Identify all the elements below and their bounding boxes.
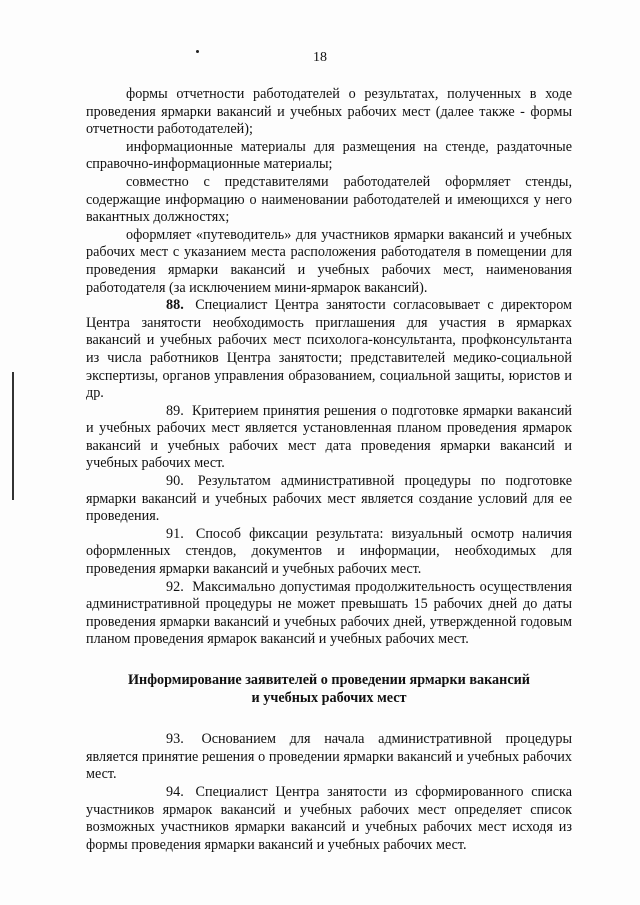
paragraph-text: Результатом административной процедуры по подготовке ярмарки вакансий и учебных рабочих мест является создание условий для ее проведения. [86, 473, 572, 525]
paragraph [86, 526, 572, 579]
paragraph-number: 90. [166, 473, 184, 490]
paragraph-text: информационные материалы для размещения на стенде, раздаточные справочно-информационные материалы; [86, 138, 572, 173]
paragraph [86, 473, 572, 526]
section-heading [86, 672, 572, 707]
paragraph [86, 731, 572, 784]
paragraph-text: формы отчетности работодателей о результатах, полученных в ходе проведения ярмарки вакансий и учебных рабочих мест (далее также - формы отчетности работодателей); [86, 86, 572, 138]
section-heading-line-2: и учебных рабочих мест [251, 689, 407, 706]
paragraphs-top [86, 86, 572, 649]
paragraph [86, 227, 572, 297]
paragraph-text: оформляет «путеводитель» для участников ярмарки вакансий и учебных рабочих мест с указанием места расположения работодателя в помещении для проведения ярмарки вакансий и учебных рабочих мест, наименования работодателя (за исключением мини-ярмарок вакансий). [86, 226, 572, 296]
paragraph-text: Специалист Центра занятости из сформированного списка участников ярмарок вакансий и учебных рабочих мест определяет список возможных участников ярмарки вакансий и учебных рабочих мест исходя из формы проведения ярмарки вакансий и учебных рабочих мест. [86, 783, 572, 853]
paragraph [86, 297, 572, 403]
section-heading-line-1: Информирование заявителей о проведении ярмарки вакансий [128, 672, 530, 688]
paragraph [86, 174, 572, 227]
page-number: 18 [313, 50, 327, 65]
paragraph [86, 403, 572, 473]
paragraph-number: 89. [166, 402, 184, 419]
paragraph-number: 92. [166, 578, 184, 595]
paragraph-number: 91. [166, 525, 184, 542]
paragraph-text: совместно с представителями работодателей оформляет стенды, содержащие информацию о наименовании работодателей и имеющихся у него вакантных должностях; [86, 173, 572, 226]
paragraph-number: 93. [166, 731, 184, 748]
paragraph-number: 88. [166, 297, 184, 314]
paragraph [86, 784, 572, 854]
paragraph-text: Основанием для начала административной процедуры является принятие решения о проведении ярмарки вакансий и учебных рабочих мест. [86, 731, 573, 783]
paragraph [86, 139, 572, 174]
paragraph [86, 86, 572, 139]
paragraph-text: Максимально допустимая продолжительность осуществления административной процедуры не может превышать 15 рабочих дней до даты проведения ярмарки вакансий и учебных рабочих дней, утвержденной годовым планом проведения ярмарок вакансий и учебных рабочих мест. [86, 578, 572, 648]
scan-speck [196, 50, 199, 53]
paragraph [86, 579, 572, 649]
paragraph-text: Критерием принятия решения о подготовке ярмарки вакансий и учебных рабочих мест является установленная планом проведения ярмарок вакансий и учебных рабочих мест дата проведения ярмарки вакансий и учебных рабочих мест. [86, 402, 573, 472]
document-body [86, 86, 572, 854]
paragraph-number: 94. [166, 783, 184, 800]
paragraph-text: Специалист Центра занятости согласовывает с директором Центра занятости необходимость приглашения для участия в ярмарках вакансий и учебных рабочих мест психолога-консультанта, профконсультанта из числа работников Центра занятости; представителей медико-социальной экспертизы, органов управления образованием, социальной защиты, юристов и др. [86, 297, 572, 402]
scan-margin-mark [12, 372, 14, 500]
paragraphs-bottom [86, 731, 572, 854]
paragraph-text: Способ фиксации результата: визуальный осмотр наличия оформленных стендов, документов и информации, необходимых для проведения ярмарки вакансий и учебных рабочих мест. [86, 525, 573, 578]
